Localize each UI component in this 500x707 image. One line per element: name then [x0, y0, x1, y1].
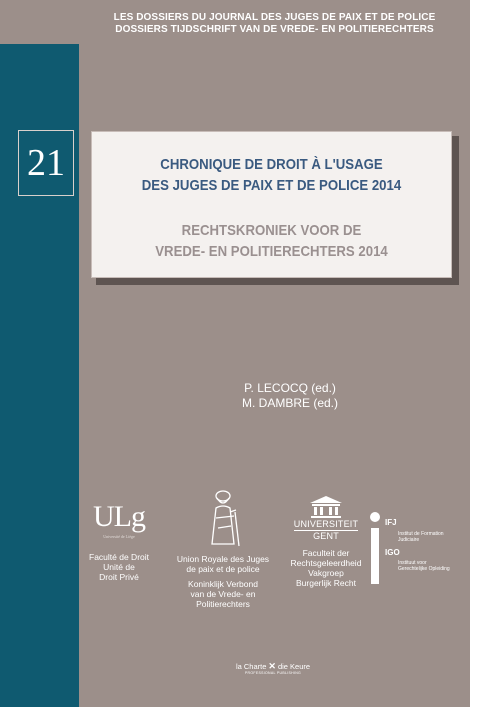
ugent-line-3: Vakgroep: [308, 568, 344, 578]
union-fr-line-1: Union Royale des Juges: [176, 554, 270, 564]
union-nl-line-3: Politierechters: [196, 599, 250, 609]
ugent-line-1: Faculteit der: [302, 548, 350, 558]
ifj-igo-logo: [367, 500, 467, 585]
ugent-line-4: Burgerlijk Recht: [296, 578, 356, 588]
title-dutch: [114, 220, 430, 262]
igo-code: IGO: [385, 548, 400, 557]
volume-number: 21: [27, 142, 65, 184]
union-fr-line-2: de paix et de police: [186, 564, 260, 574]
volume-number-box: [18, 130, 74, 196]
title-french-line-1: CHRONIQUE DE DROIT À L'USAGE: [160, 156, 383, 173]
ulg-line-2: Unité de: [103, 562, 135, 572]
ugent-logo: [286, 495, 366, 588]
temple-icon: [309, 495, 343, 519]
ulg-mark: [90, 500, 148, 544]
series-title-nl: DOSSIERS TIJDSCHRIFT VAN DE VREDE- EN POLITIERECHTERS: [115, 24, 434, 35]
ulg-tagline: Université de Liège: [103, 534, 135, 539]
publisher-logo: [218, 662, 328, 676]
ulg-mark-text: ULg: [93, 500, 145, 533]
union-nl-line-1: Koninklijk Verbond: [188, 579, 258, 589]
title-box: [91, 131, 452, 278]
union-text-nl: [168, 579, 278, 609]
ulg-line-3: Droit Privé: [99, 572, 139, 582]
series-header: [79, 12, 470, 36]
ifj-desc-line-2: Judiciaire: [398, 537, 420, 543]
editors: [200, 381, 380, 411]
title-dutch-line-2: VREDE- EN POLITIERECHTERS 2014: [155, 243, 388, 260]
ifj-desc-line-1: Institut de Formation: [398, 531, 444, 537]
ulg-logo: [80, 500, 158, 582]
publisher-subline: PROFESSIONAL PUBLISHING: [244, 671, 302, 675]
ugent-line-2: Rechtsgeleerdheid: [290, 558, 362, 568]
union-royale-logo: [168, 488, 278, 609]
igo-desc-line-1: Instituut voor: [398, 560, 427, 566]
title-dutch-line-1: RECHTSKRONIEK VOOR DE: [181, 222, 362, 239]
ulg-line-1: Faculté de Droit: [89, 552, 149, 562]
publisher-name: [218, 662, 328, 671]
ugent-name: [286, 519, 366, 541]
editor-2: M. DAMBRE (ed.): [241, 396, 338, 410]
editor-1: P. LECOCQ (ed.): [244, 381, 336, 395]
publisher-mark-icon: ✕: [268, 661, 276, 671]
ifj-description: [398, 531, 444, 543]
ifj-dot-icon: [370, 512, 380, 522]
ifj-bar-icon: [371, 528, 379, 584]
publisher-name-left: la Charte: [235, 662, 267, 671]
title-french: [114, 154, 430, 196]
ugent-name-line-1: UNIVERSITEIT: [293, 519, 359, 529]
judge-figure-icon: [203, 488, 243, 550]
igo-desc-line-2: Gerechtelijke Opleiding: [398, 566, 450, 572]
publisher-name-right: die Keure: [277, 662, 311, 671]
igo-description: [398, 560, 450, 572]
union-text-fr: [168, 554, 278, 574]
title-french-line-2: DES JUGES DE PAIX ET DE POLICE 2014: [141, 177, 402, 194]
ugent-text: [286, 548, 366, 588]
union-nl-line-2: van de Vrede- en: [190, 589, 256, 599]
series-title-fr: LES DOSSIERS DU JOURNAL DES JUGES DE PAIX ET DE POLICE: [113, 12, 436, 23]
ulg-text: [80, 552, 158, 582]
ugent-name-line-2: GENT: [313, 531, 339, 541]
ifj-code: IFJ: [385, 518, 397, 527]
